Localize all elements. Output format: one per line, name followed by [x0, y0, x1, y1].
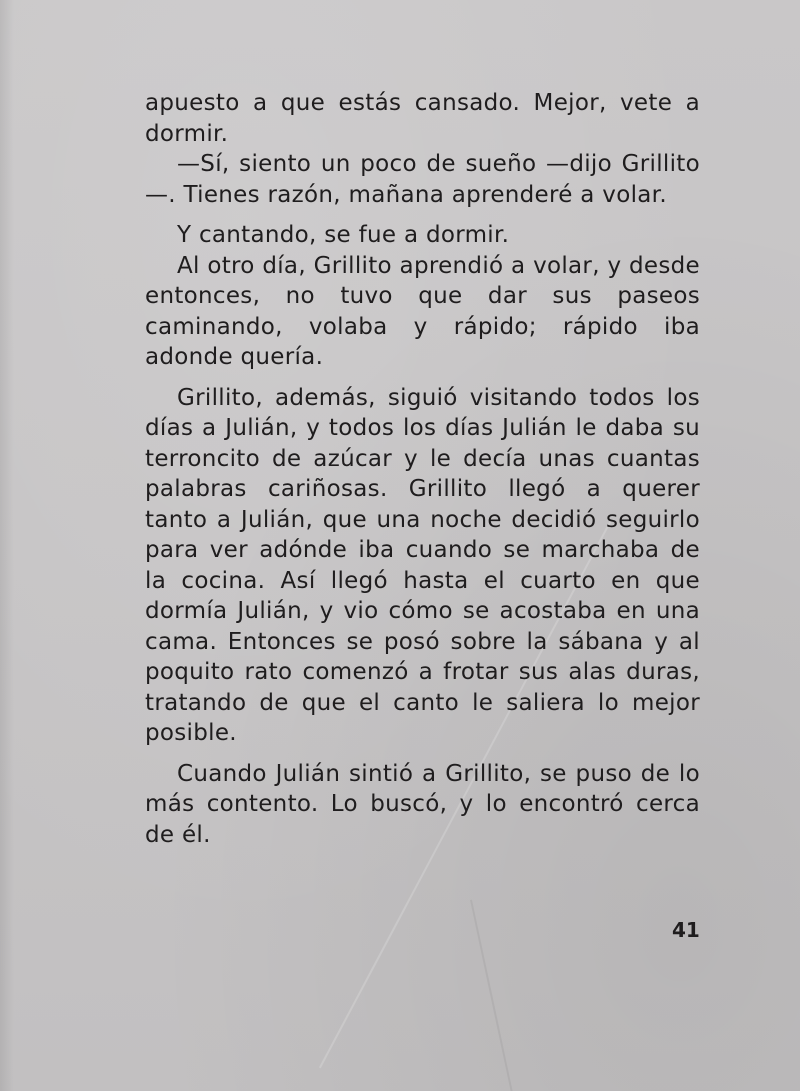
paragraph: Cuando Julián sintió a Grillito, se puso de lo más contento. Lo buscó, y lo encontró cerca de él. — [145, 760, 700, 848]
paragraph: apuesto a que estás cansado. Mejor, vete a dormir. — [145, 90, 700, 147]
paragraph: Al otro día, Grillito aprendió a volar, y desde entonces, no tuvo que dar sus paseos caminando, volaba y rápido; rápido iba adonde quería. — [145, 252, 700, 370]
body-text — [145, 88, 700, 850]
paper-crease — [470, 900, 526, 1091]
page-edge-shadow — [0, 0, 14, 1091]
paragraph: —Sí, siento un poco de sueño —dijo Grillito—. Tienes razón, mañana aprenderé a volar. — [145, 151, 700, 208]
paragraph: Y cantando, se fue a dormir. — [177, 222, 510, 248]
paragraph: Grillito, además, siguió visitando todos los días a Julián, y todos los días Julián le daba su terroncito de azúcar y le decía unas cuantas palabras cariñosas. Grillito llegó a querer tanto a Julián, que una noche decidió seguirlo para ver adónde iba cuando se marchaba de la cocina. Así llegó hasta el cuarto en que dormía Julián, y vio cómo se acostaba en una cama. Entonces se posó sobre la sábana y al poquito rato comenzó a frotar sus alas duras, tratando de que el canto le saliera lo mejor posible. — [145, 384, 700, 746]
page-number: 41 — [672, 918, 700, 942]
